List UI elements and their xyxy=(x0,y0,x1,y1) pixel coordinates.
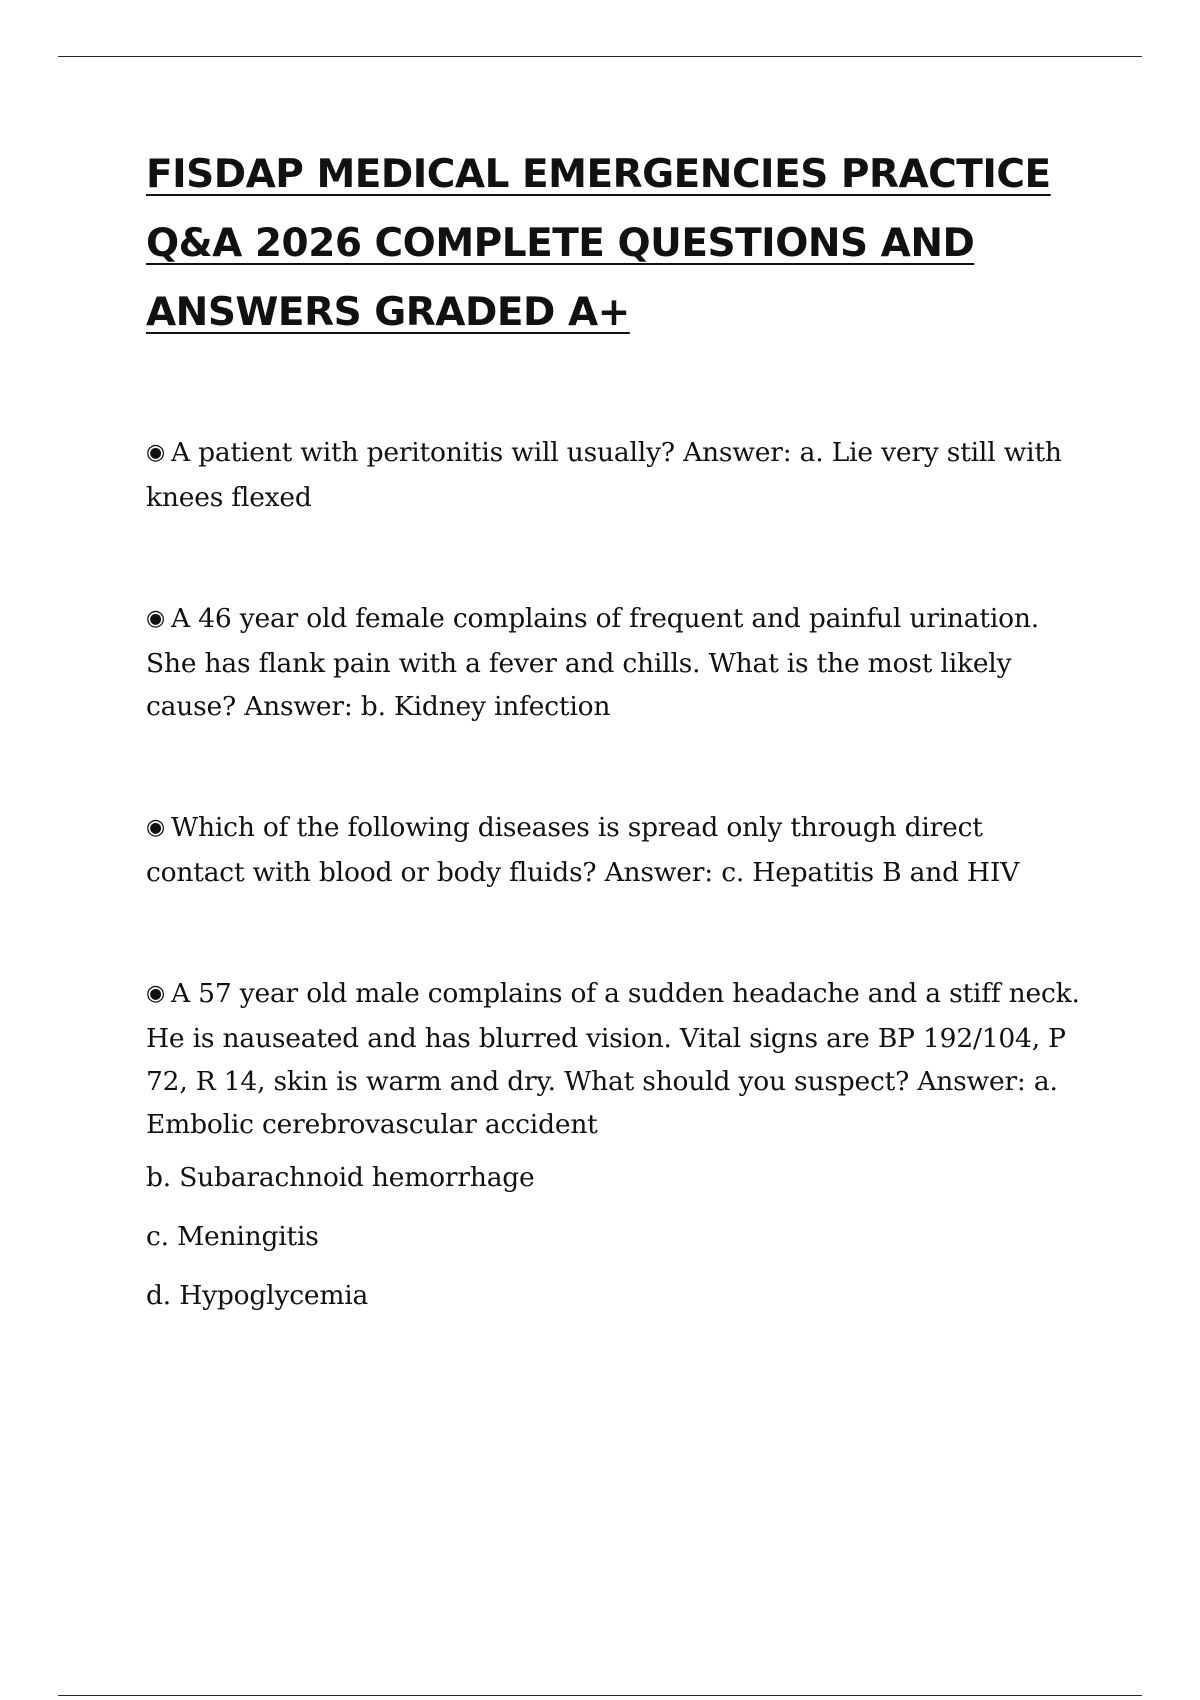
bottom-rule xyxy=(58,1695,1142,1696)
question-text: Which of the following diseases is spread only through direct contact with blood or body fluids? Answer: c. Hepatitis B and HIV xyxy=(146,812,1020,888)
document-body xyxy=(146,140,1086,1333)
question-item-2 xyxy=(146,597,1086,728)
question-text: A 57 year old male complains of a sudden headache and a stiff neck. He is nauseated and has blurred vision. Vital signs are BP 192/104, P 72, R 14, skin is warm and dry. What should you suspect? Answer: a. Embolic cerebrovascular accident xyxy=(146,978,1080,1140)
radio-bullet-icon: ◉ xyxy=(146,440,165,465)
question-list xyxy=(146,431,1086,1317)
radio-bullet-icon: ◉ xyxy=(146,606,165,631)
question-text: A patient with peritonitis will usually? Answer: a. Lie very still with knees flexed xyxy=(146,437,1062,513)
radio-bullet-icon: ◉ xyxy=(146,981,165,1006)
question-text: A 46 year old female complains of frequent and painful urination. She has flank pain with a fever and chills. What is the most likely cause? Answer: b. Kidney infection xyxy=(146,603,1039,722)
answer-option-c: c. Meningitis xyxy=(146,1221,319,1252)
document-title: FISDAP MEDICAL EMERGENCIES PRACTICE Q&A 2026 COMPLETE QUESTIONS AND ANSWERS GRADED A+ xyxy=(146,152,1051,335)
question-item-3 xyxy=(146,806,1086,894)
top-rule xyxy=(58,56,1142,57)
radio-bullet-icon: ◉ xyxy=(146,815,165,840)
question-item-4 xyxy=(146,972,1086,1146)
question-item-1 xyxy=(146,431,1086,519)
answer-option-d: d. Hypoglycemia xyxy=(146,1280,369,1311)
answer-option-b: b. Subarachnoid hemorrhage xyxy=(146,1162,535,1193)
